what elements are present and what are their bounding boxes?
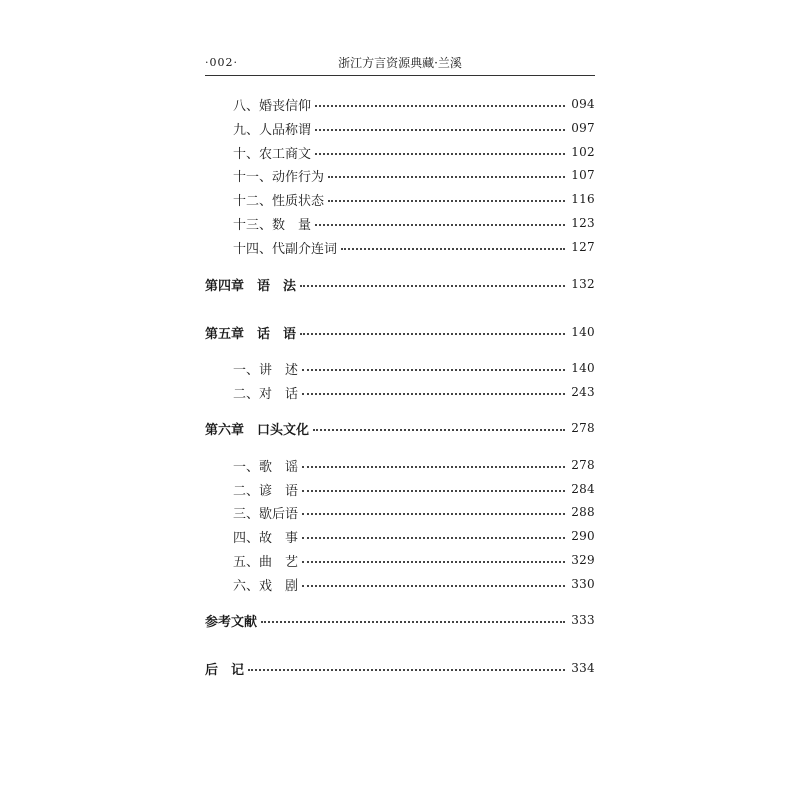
toc-entry-label: 第六章 口头文化 [205,422,310,438]
toc-entry-label: 十一、动作行为 [233,169,325,185]
toc-entry-page: 094 [571,97,595,111]
toc-chapter-6 [205,418,595,438]
toc-entry-label: 第四章 语 法 [205,278,297,294]
table-of-contents [205,0,595,800]
dot-leader [341,248,565,250]
toc-entry-xiehouyu [233,502,595,522]
toc-entry-xingzhi-zhuangtai [233,189,595,209]
toc-chapter-4 [205,274,595,294]
toc-entry-geyao [233,455,595,475]
dot-leader [315,105,565,107]
toc-entry-dai-fu-jie-lian-ci [233,237,595,257]
toc-entry-yanyu [233,479,595,499]
toc-entry-label: 后 记 [205,662,245,678]
book-title: 浙江方言资源典藏·兰溪 [338,56,462,70]
toc-entry-hunsang-xinyang [233,94,595,114]
toc-entry-gushi [233,526,595,546]
dot-leader [302,585,565,587]
dot-leader [261,621,565,623]
toc-entry-label: 十、农工商文 [233,146,312,162]
toc-entry-page: 132 [571,277,595,291]
dot-leader [328,200,565,202]
toc-entry-dongzuo-xingwei [233,165,595,185]
toc-entry-label: 十四、代副介连词 [233,241,338,257]
toc-entry-quyi [233,550,595,570]
toc-entry-label: 二、谚 语 [233,483,299,499]
toc-entry-page: 140 [571,325,595,339]
toc-entry-page: 116 [571,192,595,206]
dot-leader [302,537,565,539]
toc-entry-label: 一、讲 述 [233,362,299,378]
toc-entry-page: 290 [571,529,595,543]
toc-entry-label: 九、人品称谓 [233,122,312,138]
toc-entry-duihua [233,382,595,402]
toc-entry-label: 三、歇后语 [233,506,299,522]
toc-entry-page: 127 [571,240,595,254]
toc-entry-label: 八、婚丧信仰 [233,98,312,114]
toc-entry-page: 278 [571,421,595,435]
dot-leader [315,129,565,131]
dot-leader [315,153,565,155]
toc-afterword [205,658,595,678]
dot-leader [300,285,565,287]
toc-chapter-5 [205,322,595,342]
dot-leader [302,369,565,371]
toc-entry-page: 102 [571,145,595,159]
toc-entry-page: 284 [571,482,595,496]
dot-leader [302,513,565,515]
toc-entry-label: 五、曲 艺 [233,554,299,570]
toc-entry-nonggong-shangwen [233,142,595,162]
toc-entry-label: 十三、数 量 [233,217,312,233]
toc-entry-jiangshu [233,358,595,378]
toc-entry-label: 第五章 话 语 [205,326,297,342]
toc-references [205,610,595,630]
dot-leader [248,669,565,671]
toc-entry-page: 097 [571,121,595,135]
toc-entry-label: 六、戏 剧 [233,578,299,594]
toc-entry-page: 329 [571,553,595,567]
toc-entry-page: 334 [571,661,595,675]
toc-entry-page: 278 [571,458,595,472]
toc-entry-label: 二、对 话 [233,386,299,402]
dot-leader [302,466,565,468]
toc-entry-page: 243 [571,385,595,399]
dot-leader [302,393,565,395]
toc-entry-label: 一、歌 谣 [233,459,299,475]
toc-entry-xiju [233,574,595,594]
toc-entry-label: 四、故 事 [233,530,299,546]
page-number: ·002· [205,56,238,69]
dot-leader [300,333,565,335]
toc-entry-label: 参考文献 [205,614,258,630]
toc-entry-renpin-chengwei [233,118,595,138]
toc-entry-page: 330 [571,577,595,591]
toc-entry-page: 288 [571,505,595,519]
dot-leader [315,224,565,226]
toc-entry-page: 123 [571,216,595,230]
toc-entry-page: 333 [571,613,595,627]
toc-entry-shuliang [233,213,595,233]
dot-leader [302,561,565,563]
dot-leader [313,429,565,431]
dot-leader [328,176,565,178]
toc-entry-page: 107 [571,168,595,182]
dot-leader [302,490,565,492]
toc-entry-page: 140 [571,361,595,375]
toc-entry-label: 十二、性质状态 [233,193,325,209]
